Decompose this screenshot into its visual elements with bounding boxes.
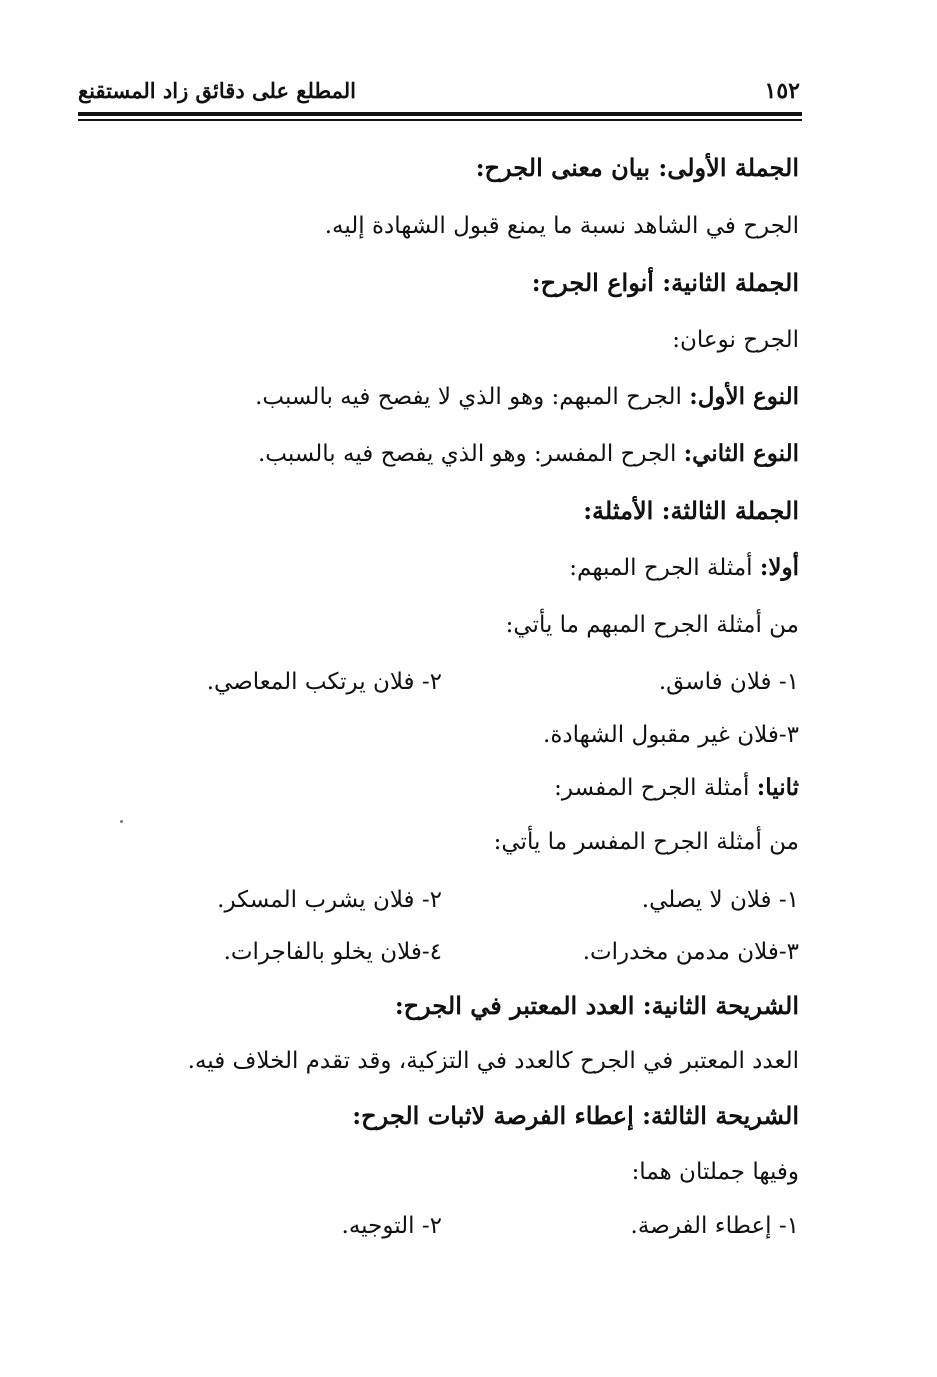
first-examples-line bbox=[569, 552, 799, 584]
first-lead: أولا: bbox=[759, 554, 799, 581]
header-rule-thin bbox=[78, 119, 802, 121]
list-item: ٢- التوجيه. bbox=[341, 1213, 442, 1239]
list-item: ٣-فلان غير مقبول الشهادة. bbox=[543, 722, 799, 748]
list-item: ٤-فلان يخلو بالفاجرات. bbox=[223, 939, 442, 965]
heading-first-sentence: الجملة الأولى: بيان معنى الجرح: bbox=[475, 153, 799, 182]
type-two-lead: النوع الثاني: bbox=[683, 440, 799, 467]
heading-second-sentence: الجملة الثانية: أنواع الجرح: bbox=[531, 268, 799, 297]
type-two-line bbox=[258, 438, 799, 470]
page-number: ١٥٢ bbox=[764, 78, 800, 104]
second-text: أمثلة الجرح المفسر: bbox=[554, 775, 757, 801]
paragraph-two-types: الجرح نوعان: bbox=[672, 327, 799, 353]
paragraph-explained-examples: من أمثلة الجرح المفسر ما يأتي: bbox=[493, 829, 799, 855]
paragraph-definition: الجرح في الشاهد نسبة ما يمنع قبول الشهادة إليه. bbox=[324, 213, 799, 239]
second-lead: ثانيا: bbox=[756, 774, 799, 801]
running-title: المطلع على دقائق زاد المستقنع bbox=[78, 78, 357, 103]
type-two-text: الجرح المفسر: وهو الذي يفصح فيه بالسبب. bbox=[257, 441, 684, 467]
list-item: ١- فلان فاسق. bbox=[658, 669, 799, 695]
list-item: ٢- فلان يرتكب المعاصي. bbox=[206, 669, 442, 695]
list-item: ٢- فلان يشرب المسكر. bbox=[217, 887, 442, 913]
heading-second-slide: الشريحة الثانية: العدد المعتبر في الجرح: bbox=[394, 991, 799, 1020]
heading-third-slide: الشريحة الثالثة: إعطاء الفرصة لاثبات الجرح: bbox=[352, 1101, 799, 1130]
heading-third-sentence: الجملة الثالثة: الأمثلة: bbox=[583, 496, 799, 525]
paragraph-two-sentences: وفيها جملتان هما: bbox=[631, 1159, 799, 1185]
second-examples-line bbox=[554, 772, 799, 804]
header-rule-thick bbox=[78, 112, 802, 116]
type-one-line bbox=[255, 381, 799, 413]
page-header bbox=[78, 78, 800, 110]
type-one-lead: النوع الأول: bbox=[689, 383, 799, 410]
type-one-text: الجرح المبهم: وهو الذي لا يفصح فيه بالسبب. bbox=[255, 384, 690, 410]
paragraph-vague-examples: من أمثلة الجرح المبهم ما يأتي: bbox=[505, 612, 799, 638]
list-item: ٣-فلان مدمن مخدرات. bbox=[582, 939, 799, 965]
first-text: أمثلة الجرح المبهم: bbox=[569, 555, 760, 581]
list-item: ١- فلان لا يصلي. bbox=[641, 887, 799, 913]
list-item: ١- إعطاء الفرصة. bbox=[630, 1213, 799, 1239]
paragraph-number-required: العدد المعتبر في الجرح كالعدد في التزكية، وقد تقدم الخلاف فيه. bbox=[187, 1048, 799, 1074]
scan-speck bbox=[120, 820, 123, 823]
